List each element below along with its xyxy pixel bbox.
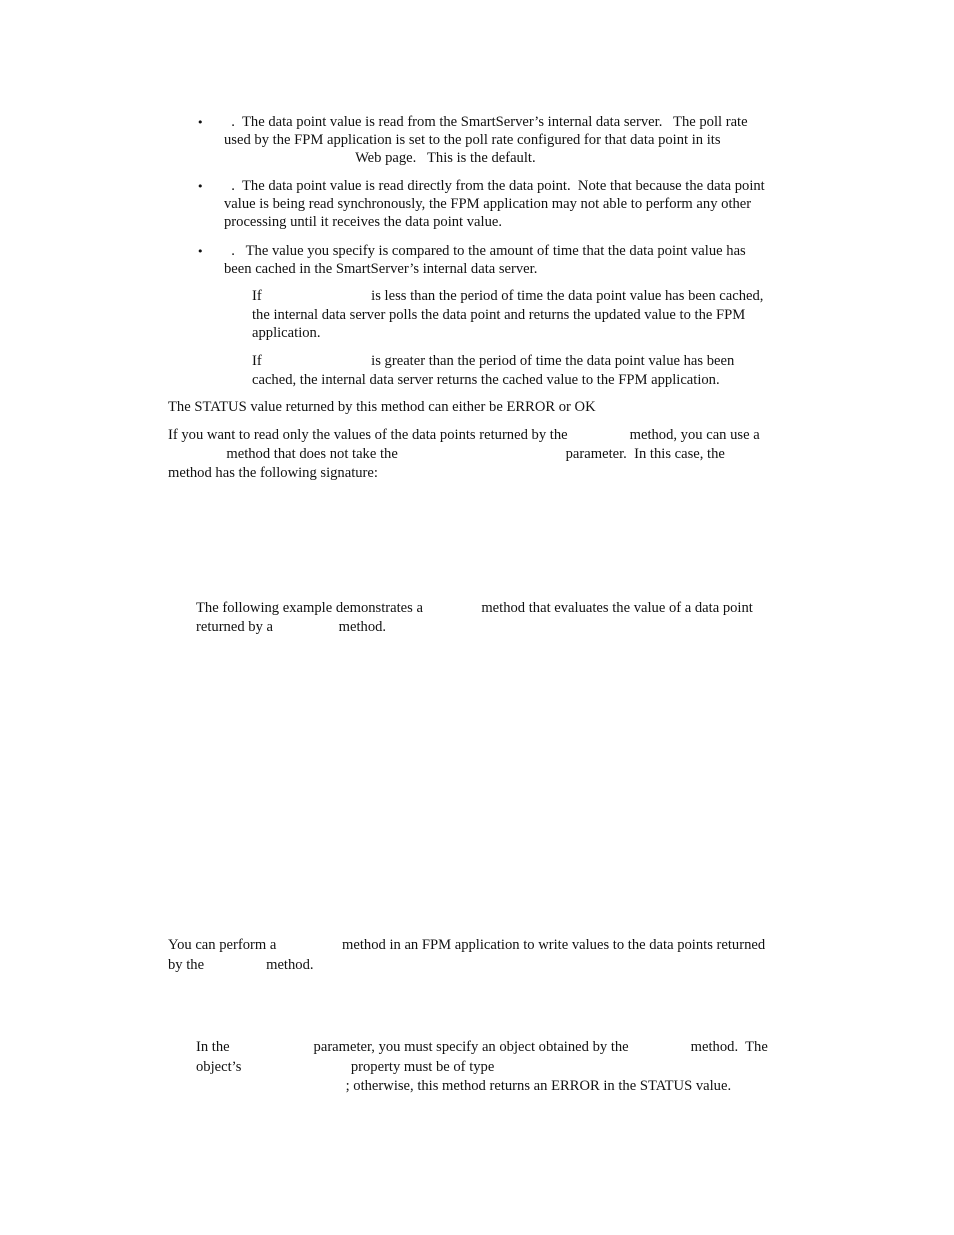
sub-paragraph-1-line-2: the internal data server polls the data point and returns the updated value to the FPM (252, 307, 746, 323)
read-only-line-3: method has the following signature: (168, 465, 378, 481)
parameter-line-3: ; otherwise, this method returns an ERROR in the STATUS value. (196, 1078, 732, 1094)
bullet-2-line-2: value is being read synchronously, the FPM application may not able to perform any other (224, 196, 752, 212)
sub-paragraph-1-line-1: If is less than the period of time the data point value has been cached, (252, 288, 764, 304)
parameter-line-1: In the parameter, you must specify an object obtained by the method. The (196, 1039, 768, 1055)
sub-paragraph-2-line-1: If is greater than the period of time the data point value has been (252, 353, 735, 369)
sub-paragraph-2-line-2: cached, the internal data server returns the cached value to the FPM application. (252, 372, 720, 388)
bullet-3-line-2: been cached in the SmartServer’s internal data server. (224, 261, 538, 277)
example-line-2: returned by a method. (196, 619, 387, 635)
bullet-3-line-1: . The value you specify is compared to the amount of time that the data point value has (224, 243, 746, 259)
bullet-2-line-1: . The data point value is read directly from the data point. Note that because the data point (224, 178, 765, 194)
example-line-1: The following example demonstrates a method that evaluates the value of a data point (196, 600, 753, 616)
bullet-1-line-2: used by the FPM application is set to the poll rate configured for that data point in its (224, 132, 721, 148)
read-only-line-1: If you want to read only the values of the data points returned by the method, you can use a (168, 427, 760, 443)
bullet-marker: • (197, 245, 204, 258)
read-only-line-2: method that does not take the parameter. In this case, the (168, 446, 725, 462)
bullet-1-line-1: . The data point value is read from the SmartServer’s internal data server. The poll rate (224, 114, 748, 130)
write-line-1: You can perform a method in an FPM application to write values to the data points returned (168, 937, 766, 953)
write-line-2: by the method. (168, 957, 314, 973)
parameter-line-2: object’s property must be of type (196, 1059, 495, 1075)
bullet-marker: • (197, 180, 204, 193)
bullet-1-line-3: Web page. This is the default. (224, 150, 536, 166)
status-paragraph: The STATUS value returned by this method can either be ERROR or OK (168, 399, 596, 415)
bullet-2-line-3: processing until it receives the data point value. (224, 214, 503, 230)
sub-paragraph-1-line-3: application. (252, 325, 321, 341)
bullet-marker: • (197, 116, 204, 129)
